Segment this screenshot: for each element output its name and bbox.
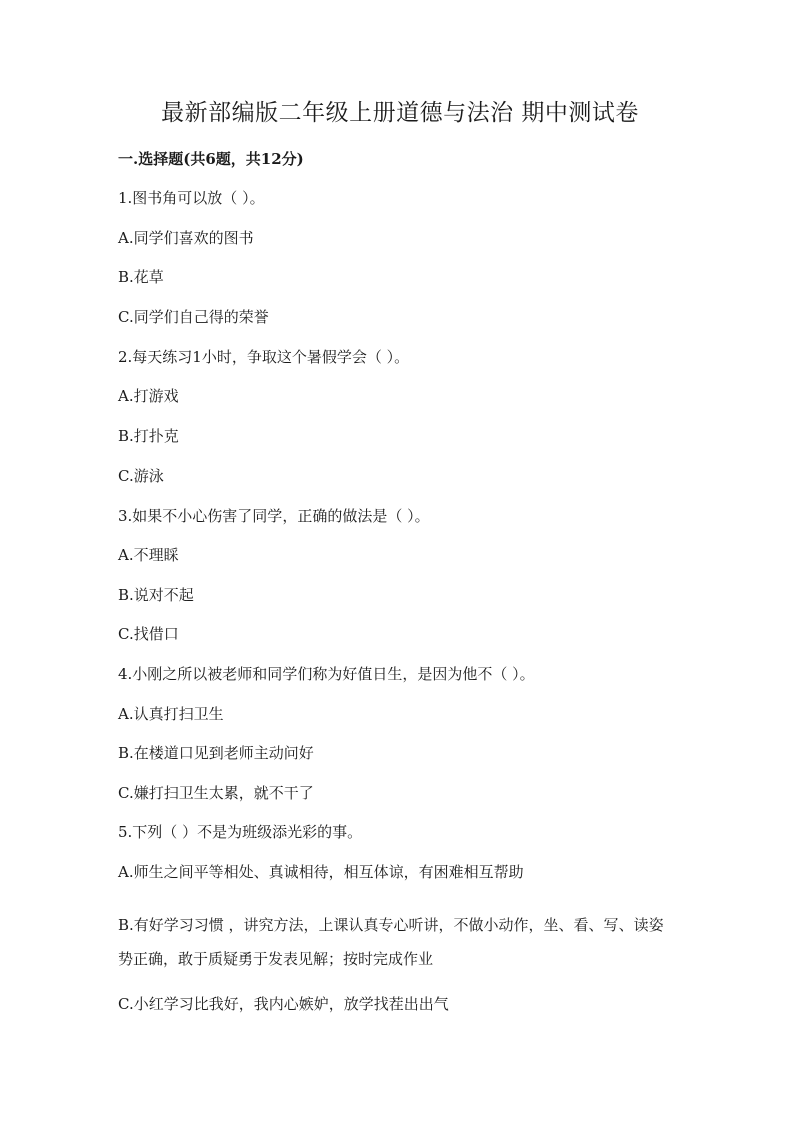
question-stem: 3.如果不小心伤害了同学，正确的做法是（ ）。 <box>118 507 430 525</box>
answer-option: A.同学们喜欢的图书 <box>118 229 254 247</box>
answer-option: B.在楼道口见到老师主动问好 <box>118 744 314 762</box>
answer-option: C.游泳 <box>118 467 164 485</box>
answer-option: A.师生之间平等相处、真诚相待，相互体谅，有困难相互帮助 <box>118 863 524 881</box>
answer-option: C.嫌打扫卫生太累，就不干了 <box>118 784 314 802</box>
question-stem: 2.每天练习1小时，争取这个暑假学会（ ）。 <box>118 348 410 366</box>
answer-option: A.认真打扫卫生 <box>118 705 224 723</box>
answer-option: B.有好学习习惯 ，讲究方法，上课认真专心听讲，不做小动作，坐、看、写、读姿势正确，敢于质疑勇于发表见解；按时完成作业 <box>118 916 664 968</box>
answer-option: C.小红学习比我好，我内心嫉妒，放学找茬出出气 <box>118 995 449 1013</box>
section-header: 一.选择题(共6题，共12分) <box>118 150 304 168</box>
answer-option: C.同学们自己得的荣誉 <box>118 308 269 326</box>
answer-option: B.说对不起 <box>118 586 194 604</box>
answer-option: B.花草 <box>118 268 164 286</box>
question-stem: 1.图书角可以放（ ）。 <box>118 189 265 207</box>
answer-option: B.打扑克 <box>118 427 179 445</box>
page-title: 最新部编版二年级上册道德与法治 期中测试卷 <box>161 100 639 126</box>
question-stem: 5.下列（ ）不是为班级添光彩的事。 <box>118 823 363 841</box>
answer-option: A.打游戏 <box>118 387 179 405</box>
answer-option: C.找借口 <box>118 625 179 643</box>
question-stem: 4.小刚之所以被老师和同学们称为好值日生，是因为他不（ ）。 <box>118 665 535 683</box>
answer-option: A.不理睬 <box>118 546 179 564</box>
